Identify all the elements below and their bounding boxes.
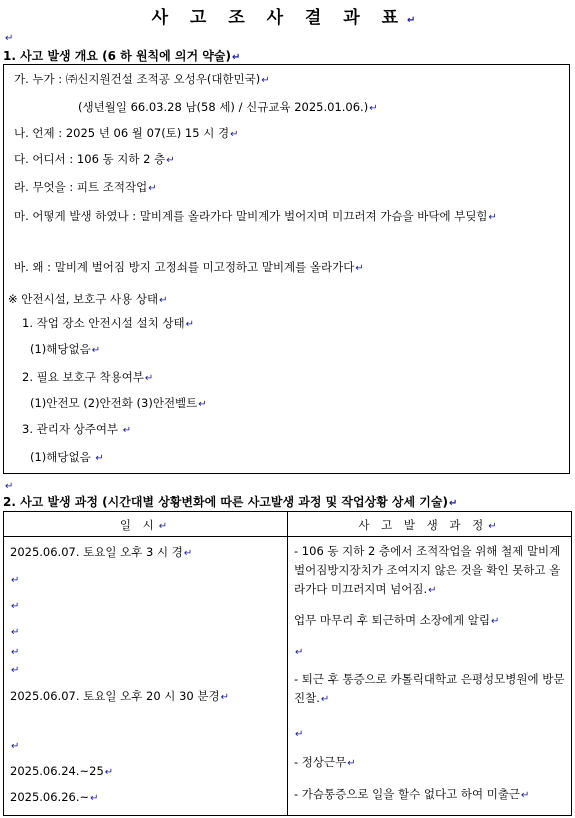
safety-item-2-answer: (1)안전모 (2)안전화 (3)안전벨트↵ — [30, 396, 207, 410]
where-line: 다. 어디서 : 106 동 지하 2 층↵ — [14, 152, 175, 166]
safety-item-1-answer: (1)해당없음↵ — [30, 342, 101, 356]
time-cell: 2025.06.07. 토요일 오후 3 시 경↵ — [10, 545, 193, 559]
what-line: 라. 무엇을 : 피트 조적작업↵ — [14, 180, 157, 194]
event-blank: ↵ — [295, 729, 304, 740]
event-cell: - 정상근무↵ — [294, 755, 356, 769]
when-line: 나. 언제 : 2025 년 06 월 07(토) 15 시 경↵ — [14, 126, 239, 140]
who-detail-line: (생년월일 66.03.28 남(58 세) / 신규교육 2025.01.06.)↵ — [78, 100, 378, 114]
event-cell: - 퇴근 후 통증으로 카톨릭대학교 은평성모병원에 방문 진찰.↵ — [294, 672, 565, 705]
col-header-time: 일 시↵ — [119, 518, 172, 532]
safety-item-3: 3. 관리자 상주여부 ↵ — [22, 422, 132, 436]
blank-line-mark: ↵ — [5, 33, 14, 44]
safety-item-2: 2. 필요 보호구 착용여부↵ — [22, 370, 154, 384]
col-header-process: 사 고 발 생 과 정↵ — [358, 518, 501, 532]
time-cell: 2025.06.07. 토요일 오후 20 시 30 분경↵ — [10, 689, 229, 703]
time-blank: ↵ — [11, 741, 20, 752]
event-cell: - 106 동 지하 2 층에서 조적작업을 위해 철제 말비계 벌어짐방지장치가 조여지지 않은 것을 확인 못하고 올라가다 미끄러지며 넘어짐.↵ — [294, 544, 561, 596]
section1-heading: 1. 사고 발생 개요 (6 하 원칙에 의거 약술)↵ — [3, 49, 241, 63]
time-cell: 2025.06.24.~25↵ — [10, 764, 114, 778]
safety-heading: ※ 안전시설, 보호구 사용 상태↵ — [8, 292, 168, 306]
time-cell: 2025.06.26.~↵ — [10, 790, 99, 804]
accident-process-table — [3, 511, 572, 816]
blank-line-mark: ↵ — [5, 481, 14, 492]
how-line: 마. 어떻게 발생 하였나 : 말비계를 올라가다 말비계가 벌어지며 미끄러져 가슴을 바닥에 부딪힘↵ — [14, 209, 497, 223]
accident-summary-box — [3, 64, 570, 474]
event-cell: 업무 마무리 후 퇴근하며 소장에게 알림↵ — [294, 613, 500, 627]
section2-heading: 2. 사고 발생 과정 (시간대별 상황변화에 따른 사고발생 과정 및 작업상황 상세 기술)↵ — [3, 495, 458, 509]
event-cell: - 가슴통증으로 일을 할수 없다고 하여 미출근↵ — [294, 787, 530, 801]
time-blank: ↵ — [11, 575, 20, 586]
event-blank: ↵ — [295, 647, 304, 658]
time-blank: ↵ — [11, 647, 20, 658]
safety-item-3-answer: (1)해당없음 ↵ — [30, 450, 104, 464]
time-blank: ↵ — [11, 665, 20, 676]
header-divider — [4, 536, 571, 537]
who-line: 가. 누가 : ㈜신지원건설 조적공 오성우(대한민국)↵ — [14, 72, 270, 86]
time-blank: ↵ — [11, 601, 20, 612]
document-title: 사 고 조 사 결 과 표↵ — [151, 8, 424, 28]
time-blank: ↵ — [11, 627, 20, 638]
why-line: 바. 왜 : 말비계 벌어짐 방지 고정쇠를 미고정하고 말비계를 올라가다↵ — [14, 260, 364, 274]
column-divider — [287, 512, 288, 815]
safety-item-1: 1. 작업 장소 안전시설 설치 상태↵ — [22, 316, 194, 330]
